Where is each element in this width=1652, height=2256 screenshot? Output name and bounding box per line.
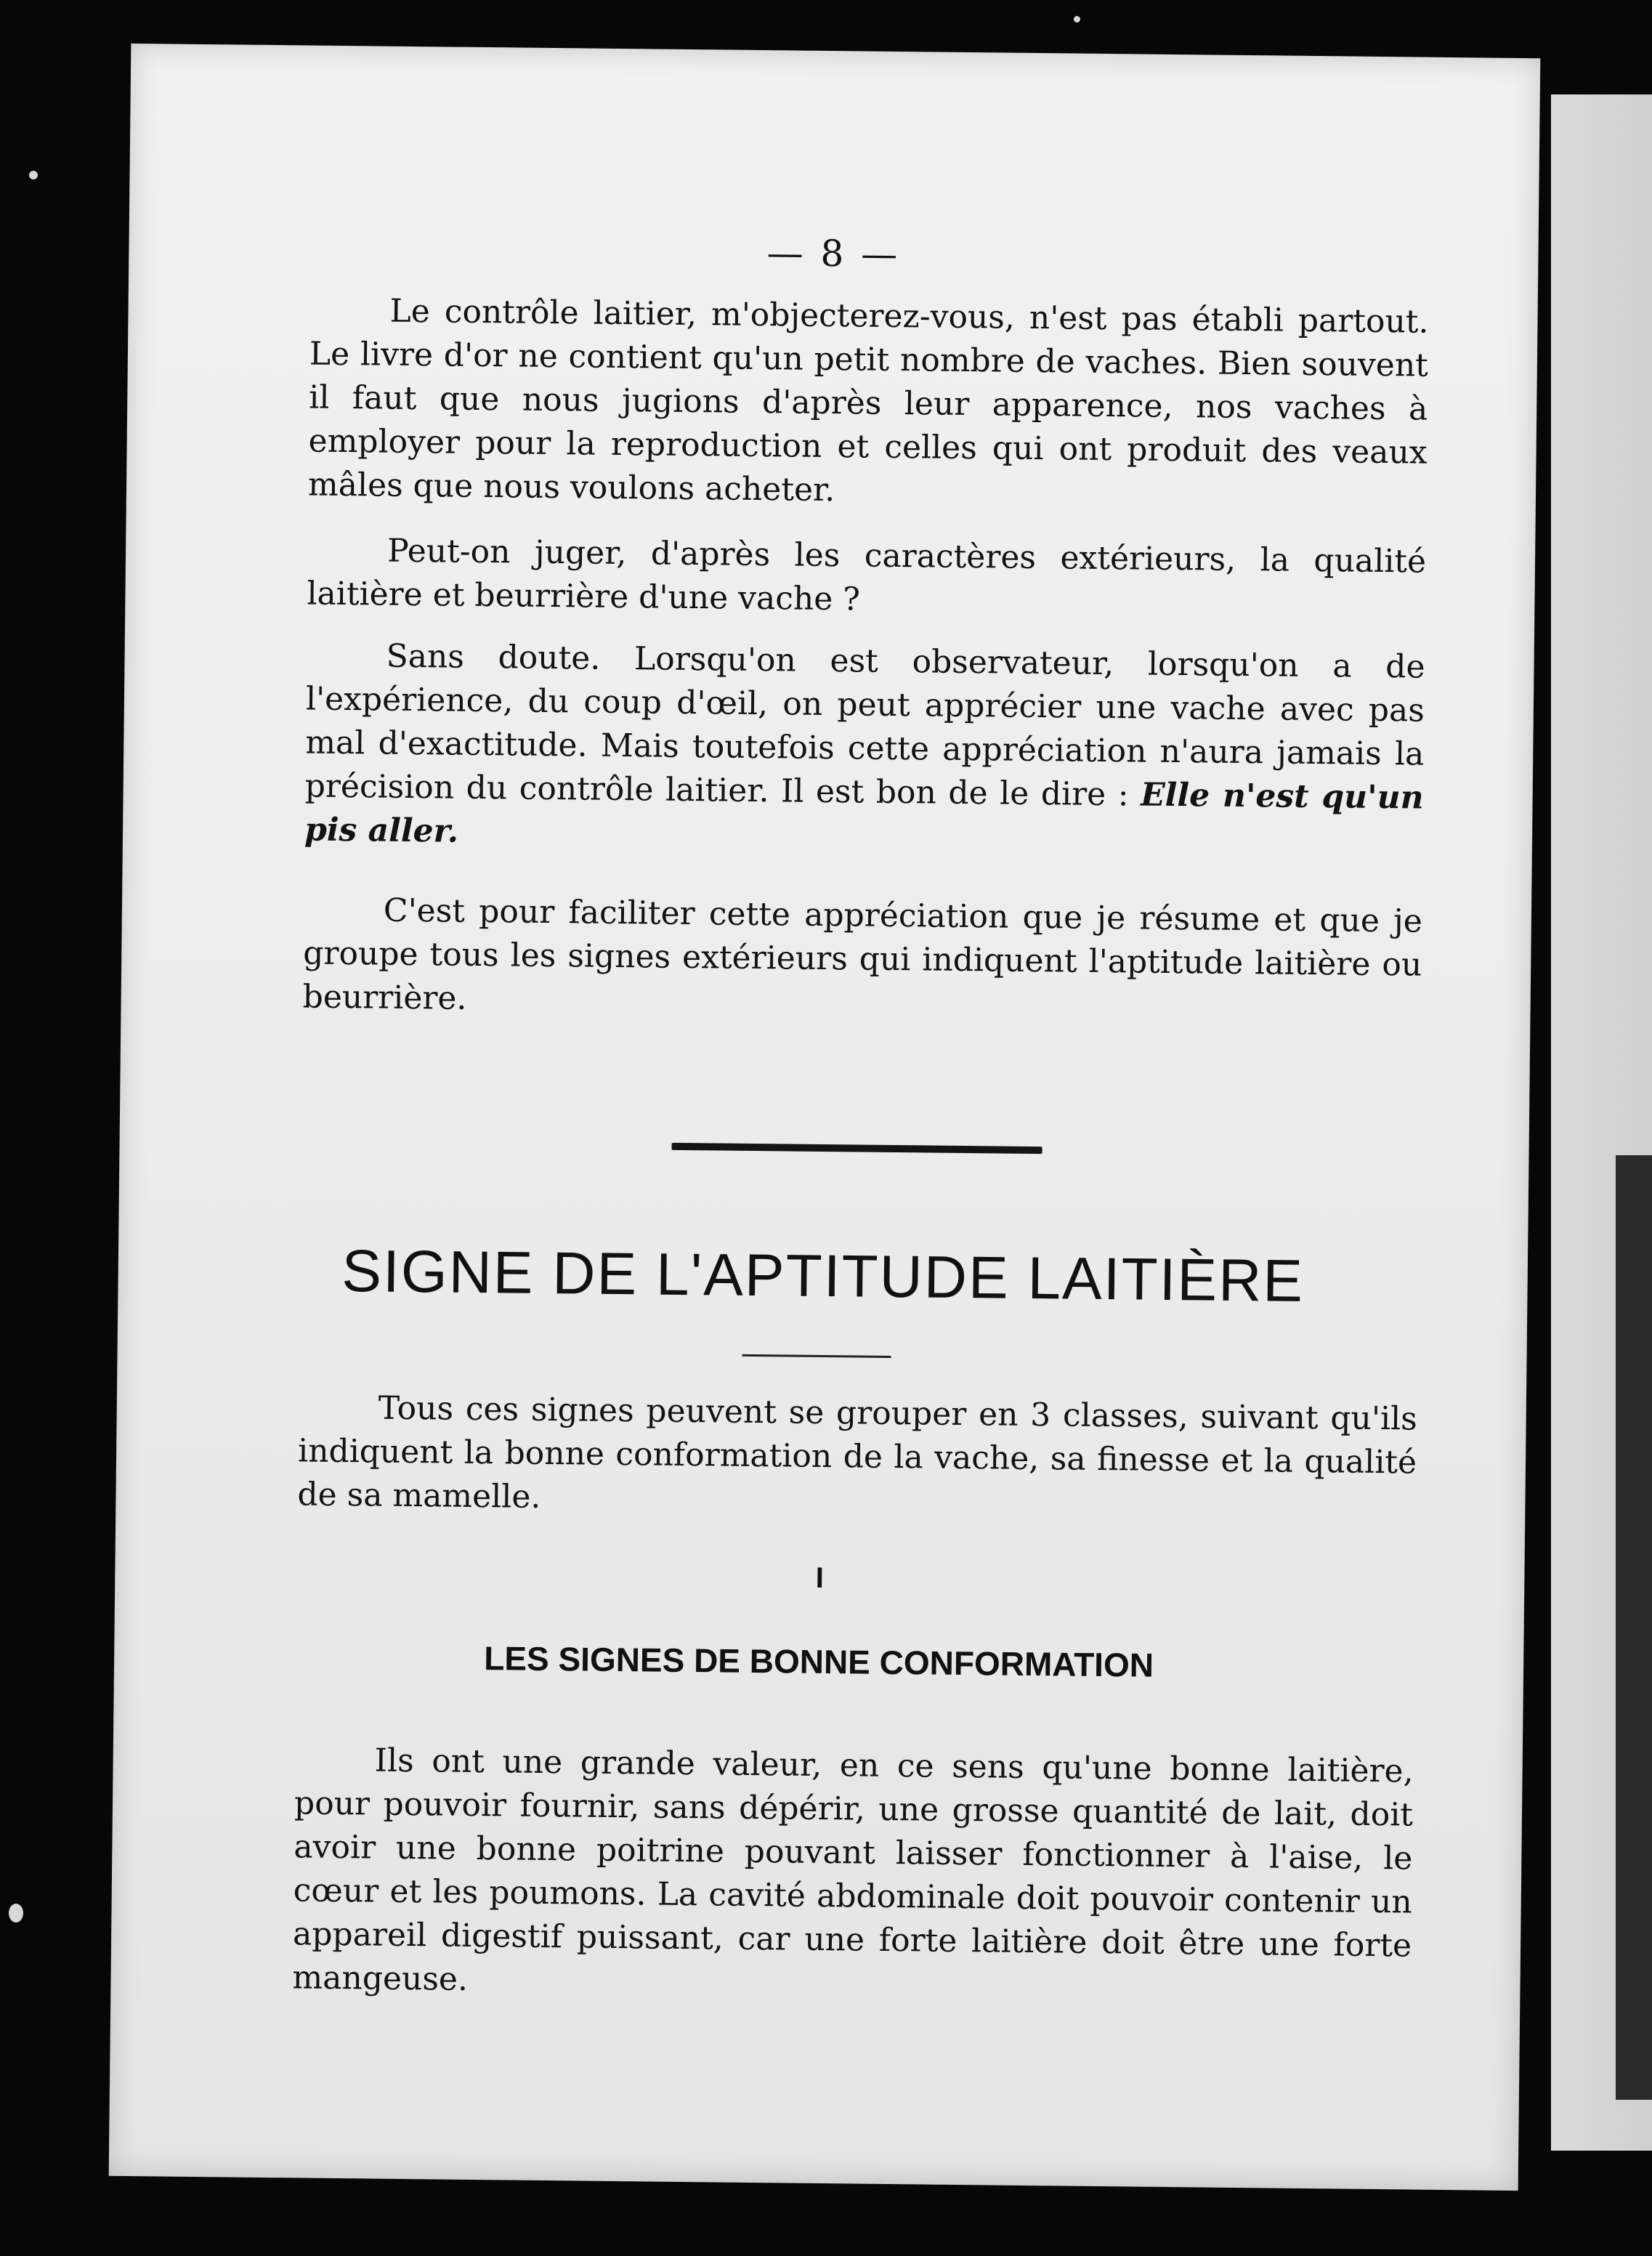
adjacent-page-shadow [1616,1155,1652,2100]
adjacent-page-edge [1551,94,1652,2151]
subsection-numeral: I [815,1561,825,1595]
paragraph-faciliter: C'est pour faciliter cette appréciation que je résume et que je groupe tous les signes extérieurs qui indiquent l'aptitude laitière ou beurrière. [302,892,1423,1017]
section-intro: Tous ces signes peuvent se grouper en 3 classes, suivant qu'ils indiquent la bonne conformation de la vache, sa finesse et la qualité de sa mamelle. [297,1389,1417,1516]
paragraph-sans-doute-text: Sans doute. Lorsqu'on est observateur, lorsqu'on a de l'expérience, du coup d'œil, on peut apprécier une vache avec pas mal d'exactitude. Mais toutefois cette appréciation n'aura jamais la précision du contrôle laitier. Il est bon de le dire : [304,637,1425,814]
page-number: — 8 — [766,232,901,276]
section-title: SIGNE DE L'APTITUDE LAITIÈRE [341,1238,1305,1314]
paragraph-controle-laitier: Le contrôle laitier, m'objecterez-vous, n'est pas établi partout. Le livre d'or ne contient qu'un petit nombre de vaches. Bien souvent il faut que nous jugions d'après leur apparence, nos vaches à employer pour la reproduction et celles qui ont produit des veaux mâles que nous voulons acheter. [307,292,1429,509]
emphasis-text: Elle n'est qu'un pis aller. [304,776,1424,850]
section-divider [672,1143,1042,1154]
paragraph-sans-doute [304,634,1425,863]
title-underline [742,1354,891,1358]
subsection-paragraph: Ils ont une grande valeur, en ce sens qu'une bonne laitière, pour pouvoir fournir, sans dépérir, une grosse quantité de lait, doit avoir une bonne poitrine pouvant laisser fonctionner à l'aise, le cœur et les poumons. La cavité abdominale doit pouvoir contenir un appareil digestif puissant, car une forte laitière doit être une forte mangeuse. [292,1742,1414,1998]
film-speck [1074,16,1080,23]
paragraph-question: Peut-on juger, d'après les caractères extérieurs, la qualité laitière et beurrière d'une vache ? [307,532,1427,618]
film-speck [9,1904,23,1923]
subsection-title: LES SIGNES DE BONNE CONFORMATION [484,1639,1154,1684]
document-page [109,44,1541,2191]
film-speck [29,171,38,179]
